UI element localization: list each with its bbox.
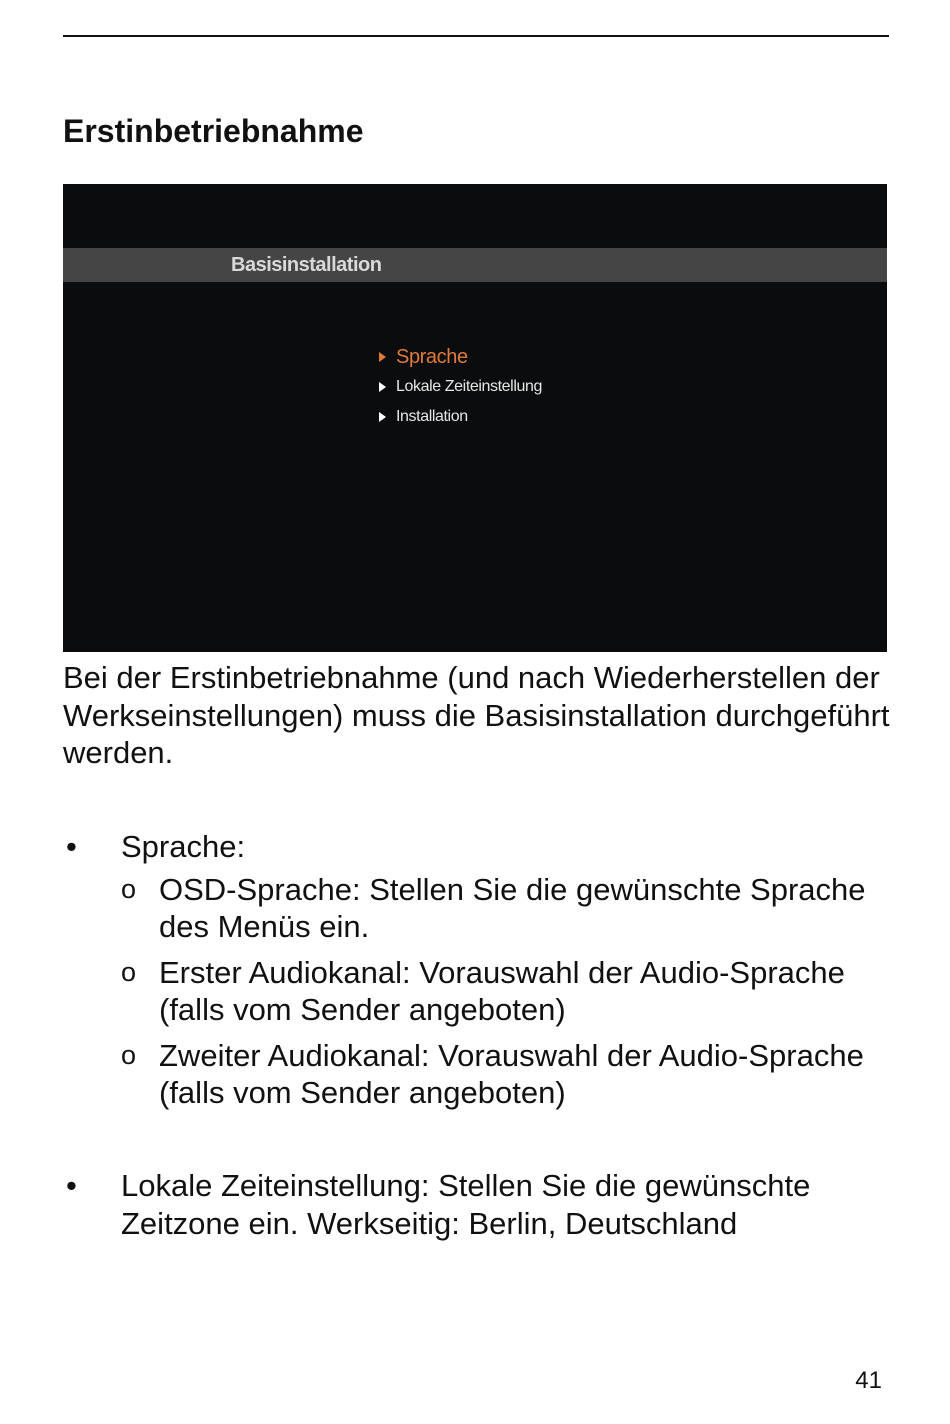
sub-list [121, 871, 913, 1112]
bullet-text: Sprache: [121, 829, 246, 864]
osd-menu-item-label: Sprache [396, 345, 468, 368]
osd-header-bar [63, 248, 887, 282]
bullet-sprache [63, 828, 913, 1120]
intro-paragraph: Bei der Erstinbetriebnahme (und nach Wiederherstellen der Werkseinstellungen) muss die Basisinstallation durchgeführt werden. [63, 660, 890, 770]
sub-item-text: Erster Audiokanal: Vorauswahl der Audio-Sprache (falls vom Sender angeboten) [159, 954, 845, 1027]
osd-header-title: Basisinstallation [231, 254, 382, 276]
osd-menu-item-sprache [379, 342, 542, 372]
sub-item-text: OSD-Sprache: Stellen Sie die gewünschte Sprache des Menüs ein. [159, 871, 866, 944]
bullet-row [63, 1167, 913, 1242]
circle-bullet-icon: o [121, 1039, 137, 1070]
bullet-row [63, 828, 913, 866]
bullet-dot-icon: • [66, 829, 77, 864]
page-number: 41 [855, 1367, 882, 1394]
sub-item-zweiter-audiokanal [121, 1037, 913, 1112]
sub-item-text: Zweiter Audiokanal: Vorauswahl der Audio-Sprache (falls vom Sender angeboten) [159, 1037, 864, 1110]
osd-menu-item-label: Installation [396, 408, 468, 425]
tv-osd-screenshot [63, 184, 887, 652]
page-title: Erstinbetriebnahme [63, 113, 364, 149]
triangle-right-icon [379, 412, 386, 422]
triangle-right-icon [379, 352, 386, 362]
osd-menu-item-installation [379, 402, 542, 432]
triangle-right-icon [379, 382, 386, 392]
osd-menu-item-lokale-zeiteinstellung [379, 372, 542, 402]
circle-bullet-icon: o [121, 956, 137, 987]
sub-item-erster-audiokanal [121, 954, 913, 1029]
bullet-lokale-zeiteinstellung [63, 1167, 913, 1242]
circle-bullet-icon: o [121, 873, 137, 904]
top-rule [63, 35, 889, 37]
osd-menu [379, 342, 542, 432]
osd-menu-item-label: Lokale Zeiteinstellung [396, 378, 542, 395]
bullet-text: Lokale Zeiteinstellung: Stellen Sie die gewünschte Zeitzone ein. Werkseitig: Berlin, Deutschland [121, 1168, 811, 1241]
bullet-dot-icon: • [66, 1168, 77, 1203]
sub-item-osd-sprache [121, 871, 913, 946]
